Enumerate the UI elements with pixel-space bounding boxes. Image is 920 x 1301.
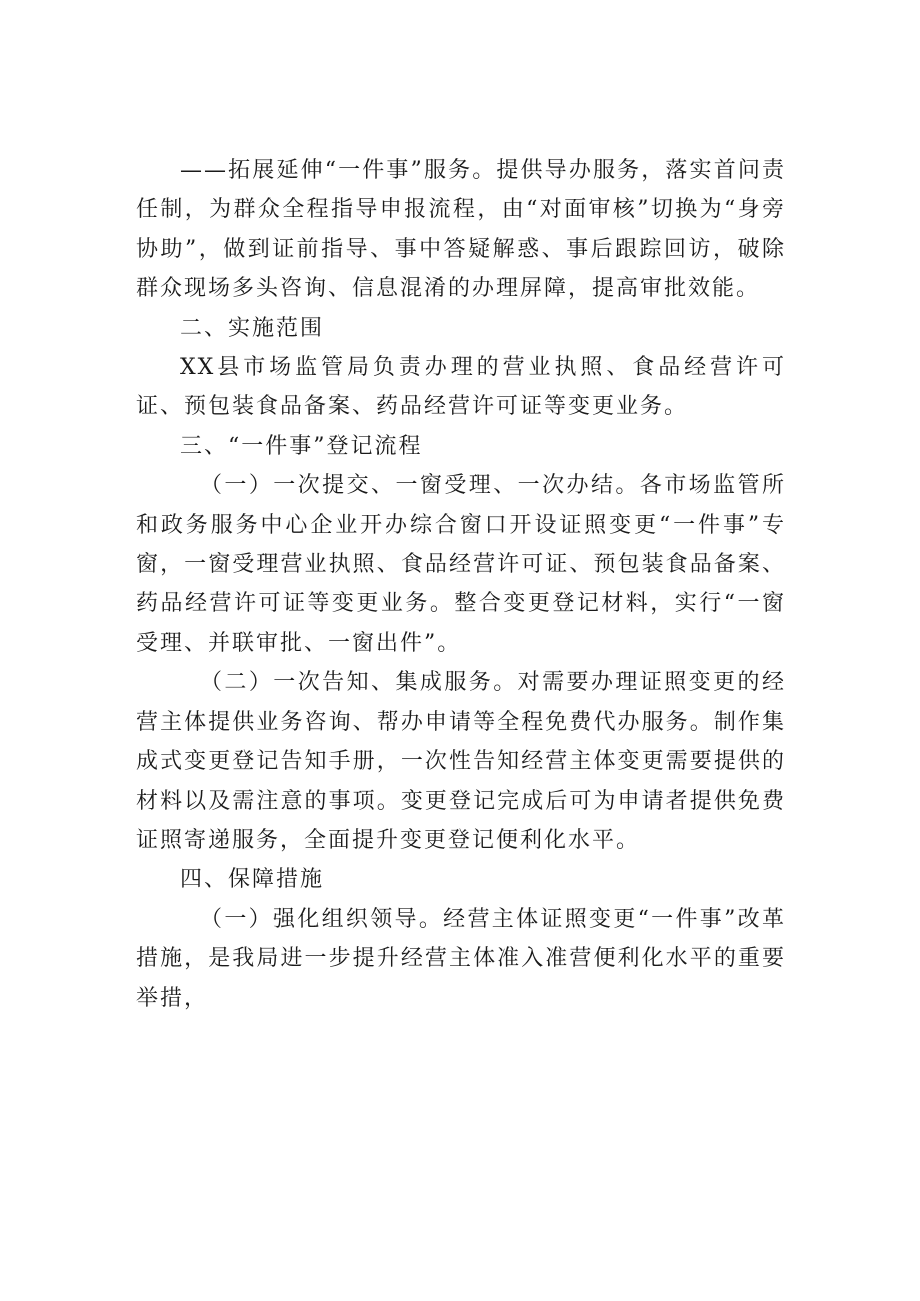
paragraph-scope: XX县市场监管局负责办理的营业执照、食品经营许可证、预包装食品备案、药品经营许可证等变更业务。	[136, 355, 786, 420]
paragraph-process-2: （二）一次告知、集成服务。对需要办理证照变更的经营主体提供业务咨询、帮办申请等全程免费代办服务。制作集成式变更登记告知手册，一次性告知经营主体变更需要提供的材料以及需注意的事项。变更登记完成后可为申请者提供免费证照寄递服务，全面提升变更登记便利化水平。	[136, 670, 786, 853]
heading-measures: 四、保障措施	[180, 867, 325, 893]
paragraph-measures-1: （一）强化组织领导。经营主体证照变更“一件事”改革措施，是我局进一步提升经营主体准入准营便利化水平的重要举措，	[136, 906, 786, 1011]
heading-scope: 二、实施范围	[180, 315, 325, 341]
document-page	[136, 151, 786, 1018]
paragraph-process-1: （一）一次提交、一窗受理、一次办结。各市场监管所和政务服务中心企业开办综合窗口开设证照变更“一件事”专窗，一窗受理营业执照、食品经营许可证、预包装食品备案、药品经营许可证等变更业务。整合变更登记材料，实行“一窗受理、并联审批、一窗出件”。	[136, 473, 786, 656]
heading-process: 三、“一件事”登记流程	[180, 433, 423, 459]
paragraph-expand-service: ——拓展延伸“一件事”服务。提供导办服务，落实首问责任制，为群众全程指导申报流程，由“对面审核”切换为“身旁协助”，做到证前指导、事中答疑解惑、事后跟踪回访，破除群众现场多头咨询、信息混淆的办理屏障，提高审批效能。	[136, 158, 786, 302]
